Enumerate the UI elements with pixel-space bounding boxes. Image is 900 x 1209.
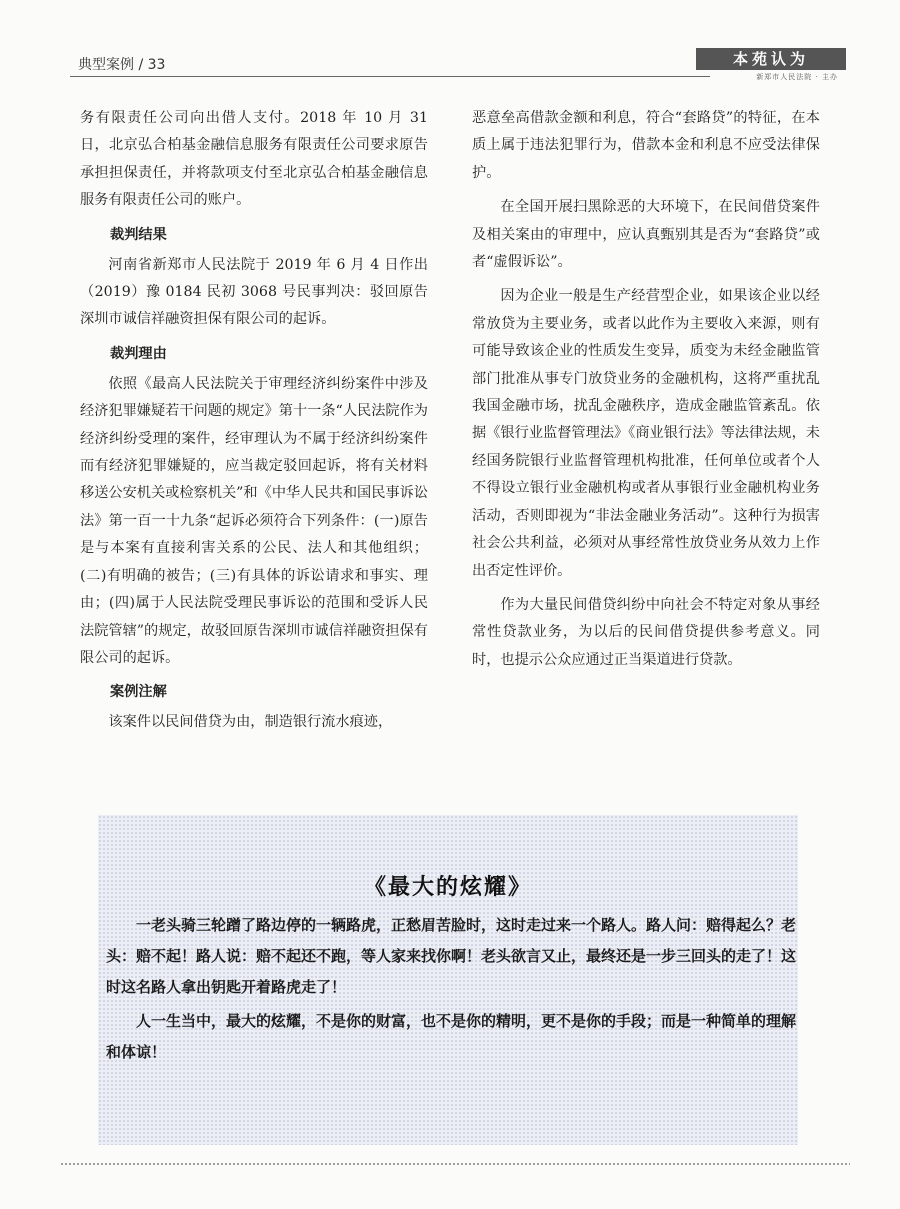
section-heading: 裁判理由 bbox=[110, 345, 167, 362]
paragraph: 在全国开展扫黑除恶的大环境下，在民间借贷案件及相关案由的审理中，应认真甄别其是否为“套路贷”或者“虚假诉讼”。 bbox=[472, 199, 820, 271]
column-subtitle: 新郑市人民法院 · 主办 bbox=[756, 73, 838, 81]
section-heading: 裁判结果 bbox=[110, 226, 167, 243]
page-header bbox=[70, 48, 848, 86]
box-title: 《最大的炫耀》 bbox=[363, 874, 532, 900]
box-paragraph: 人一生当中，最大的炫耀，不是你的财富，也不是你的精明，更不是你的手段；而是一种简单的理解和体谅！ bbox=[106, 1012, 797, 1061]
left-column bbox=[80, 105, 428, 744]
paragraph: 因为企业一般是生产经营型企业，如果该企业以经常放贷为主要业务，或者以此作为主要收入来源，则有可能导致该企业的性质发生变异，质变为未经金融监管部门批准从事专门放贷业务的金融机构，这将严重扰乱我国金融市场，扰乱金融秩序，造成金融监管紊乱。依据《银行业监督管理法》《商业银行法》等法律法规，未经国务院银行业监督管理机构批准，任何单位或者个人不得设立银行业金融机构或者从事银行业金融机构业务活动，否则即视为“非法金融业务活动”。这种行为损害社会公共利益，必须对从事经常性放贷业务从效力上作出否定性评价。 bbox=[472, 288, 820, 579]
footer-dotted-rule bbox=[60, 1162, 850, 1166]
paragraph: 依照《最高人民法院关于审理经济纠纷案件中涉及经济犯罪嫌疑若干问题的规定》第十一条“人民法院作为经济纠纷受理的案件，经审理认为不属于经济纠纷案件而有经济犯罪嫌疑的，应当裁定驳回起诉，将有关材料移送公安机关或检察机关”和《中华人民共和国民事诉讼法》第一百一十九条“起诉必须符合下列条件：(一)原告是与本案有直接利害关系的公民、法人和其他组织；(二)有明确的被告；(三)有具体的诉讼请求和事实、理由；(四)属于人民法院受理民事诉讼的范围和受诉人民法院管辖”的规定，故驳回原告深圳市诚信祥融资担保有限公司的起诉。 bbox=[80, 375, 428, 666]
paragraph: 该案件以民间借贷为由，制造银行流水痕迹， bbox=[108, 714, 393, 731]
paragraph: 恶意垒高借款金额和利息，符合“套路贷”的特征，在本质上属于违法犯罪行为，借款本金和利息不应受法律保护。 bbox=[472, 110, 820, 181]
right-column bbox=[472, 105, 820, 681]
column-tag: 本苑认为 bbox=[696, 48, 846, 70]
paragraph: 河南省新郑市人民法院于 2019 年 6 月 4 日作出（2019）豫 0184 民初 3068 号民事判决：驳回原告深圳市诚信祥融资担保有限公司的起诉。 bbox=[80, 256, 428, 328]
anecdote-box bbox=[98, 815, 798, 1145]
paragraph: 务有限责任公司向出借人支付。2018 年 10 月 31 日，北京弘合柏基金融信息服务有限责任公司要求原告承担担保责任，并将款项支付至北京弘合柏基金融信息服务有限责任公司的账户。 bbox=[80, 110, 428, 209]
box-body bbox=[106, 910, 796, 1071]
box-paragraph: 一老头骑三轮蹭了路边停的一辆路虎，正愁眉苦脸时，这时走过来一个路人。路人问：赔得起么？老头：赔不起！路人说：赔不起还不跑，等人家来找你啊！老头欲言又止，最终还是一步三回头的走了！这时这名路人拿出钥匙开着路虎走了！ bbox=[106, 916, 797, 996]
section-heading: 案例注解 bbox=[110, 684, 167, 701]
paragraph: 作为大量民间借贷纠纷中向社会不特定对象从事经常性贷款业务，为以后的民间借贷提供参考意义。同时，也提示公众应通过正当渠道进行贷款。 bbox=[472, 596, 820, 668]
running-title: 典型案例 / 33 bbox=[78, 57, 166, 73]
header-rule bbox=[70, 76, 710, 77]
